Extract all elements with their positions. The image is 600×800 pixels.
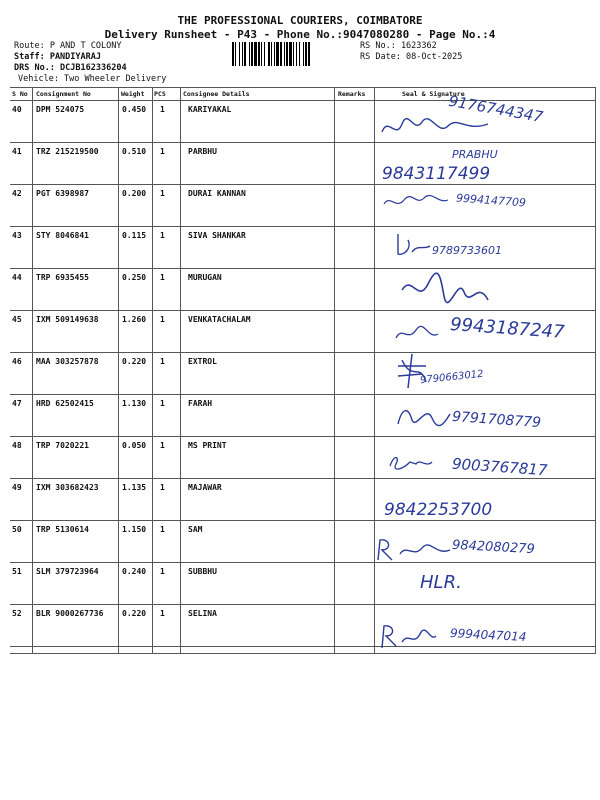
- row-consignee: EXTROL: [188, 357, 217, 366]
- row-consignment: MAA 303257878: [36, 357, 99, 366]
- handwritten-phone-41: 9843117499: [382, 164, 491, 184]
- row-consignment: IXM 509149638: [36, 315, 99, 324]
- signature-scribble-52: [378, 622, 440, 650]
- handwritten-phone-46: 9790663012: [419, 368, 485, 387]
- row-sno: 49: [12, 483, 22, 492]
- row-consignee: MS PRINT: [188, 441, 227, 450]
- row-pcs: 1: [160, 315, 165, 324]
- signature-scribble-40: [378, 112, 498, 142]
- handwritten-phone-50: 9842080279: [451, 537, 536, 558]
- row-divider: [10, 310, 595, 311]
- handwritten-name-41: PRABHU: [452, 148, 498, 161]
- rs-date: RS Date: 08-Oct-2025: [360, 52, 463, 62]
- row-consignment: HRD 62502415: [36, 399, 94, 408]
- row-sno: 52: [12, 609, 22, 618]
- row-divider: [10, 436, 595, 437]
- col-sno: S No: [12, 90, 28, 98]
- row-weight: 1.130: [122, 399, 147, 408]
- signature-scribble-50: [374, 536, 454, 564]
- row-consignment: DPM 524075: [36, 105, 85, 114]
- row-weight: 0.250: [122, 273, 147, 282]
- handwritten-phone-52: 9994047014: [449, 626, 527, 644]
- row-consignment: TRP 7020221: [36, 441, 89, 450]
- row-consignment: IXM 303682423: [36, 483, 99, 492]
- row-pcs: 1: [160, 483, 165, 492]
- row-consignee: SELINA: [188, 609, 217, 618]
- row-weight: 0.450: [122, 105, 147, 114]
- rs-number: RS No.: 1623362: [360, 41, 437, 51]
- col-weight: Weight: [121, 90, 145, 98]
- handwritten-phone-47: 9791708779: [451, 408, 542, 432]
- col-consignee: Consignee Details: [183, 90, 250, 98]
- row-sno: 51: [12, 567, 22, 576]
- row-weight: 1.150: [122, 525, 147, 534]
- row-weight: 0.220: [122, 609, 147, 618]
- row-consignee: FARAH: [188, 399, 213, 408]
- handwritten-phone-40: 9176744347: [447, 91, 545, 127]
- row-consignee: DURAI KANNAN: [188, 189, 246, 198]
- row-weight: 0.115: [122, 231, 147, 240]
- company-title: THE PROFESSIONAL COURIERS, COIMBATORE: [177, 14, 423, 27]
- handwritten-phone-42: 9994147709: [455, 191, 527, 210]
- row-weight: 0.510: [122, 147, 147, 156]
- vehicle-label: Vehicle: Two Wheeler Delivery: [18, 74, 167, 84]
- row-pcs: 1: [160, 105, 165, 114]
- row-divider: [10, 520, 595, 521]
- row-pcs: 1: [160, 147, 165, 156]
- signature-scribble-43: [392, 230, 432, 260]
- row-weight: 1.135: [122, 483, 147, 492]
- runsheet-table: [10, 87, 596, 654]
- row-consignee: SAM: [188, 525, 203, 534]
- signature-scribble-42: [382, 190, 452, 212]
- col-remarks: Remarks: [338, 90, 366, 98]
- row-consignment: BLR 9000267736: [36, 609, 104, 618]
- row-consignee: SUBBHU: [188, 567, 217, 576]
- row-weight: 0.050: [122, 441, 147, 450]
- handwritten-phone-48: 9003767817: [451, 454, 548, 480]
- col-seal: Seal & Signature: [402, 90, 465, 98]
- runsheet-subtitle: Delivery Runsheet - P43 - Phone No.:9047080280 - Page No.:4: [104, 28, 496, 41]
- row-sno: 45: [12, 315, 22, 324]
- row-divider: [10, 352, 595, 353]
- route-label: Route: P AND T COLONY: [14, 41, 122, 51]
- row-pcs: 1: [160, 525, 165, 534]
- row-sno: 47: [12, 399, 22, 408]
- row-weight: 0.240: [122, 567, 147, 576]
- signature-scribble-44: [398, 270, 493, 314]
- row-sno: 40: [12, 105, 22, 114]
- row-divider: [10, 226, 595, 227]
- row-consignee: SIVA SHANKAR: [188, 231, 246, 240]
- row-divider: [10, 184, 595, 185]
- row-sno: 43: [12, 231, 22, 240]
- row-consignment: PGT 6398987: [36, 189, 89, 198]
- handwritten-phone-43: 9789733601: [432, 244, 502, 257]
- signature-scribble-47: [392, 400, 452, 430]
- row-pcs: 1: [160, 399, 165, 408]
- row-sno: 41: [12, 147, 22, 156]
- row-sno: 46: [12, 357, 22, 366]
- row-consignee: VENKATACHALAM: [188, 315, 251, 324]
- row-weight: 1.260: [122, 315, 147, 324]
- row-consignment: TRP 5130614: [36, 525, 89, 534]
- row-divider: [10, 142, 595, 143]
- row-weight: 0.200: [122, 189, 147, 198]
- row-weight: 0.220: [122, 357, 147, 366]
- handwritten-phone-45: 9943187247: [449, 314, 566, 343]
- drs-label: DRS No.: DCJB162336204: [14, 63, 127, 73]
- signature-scribble-46: [392, 352, 432, 392]
- row-divider: [10, 604, 595, 605]
- row-pcs: 1: [160, 189, 165, 198]
- barcode: [232, 42, 356, 66]
- row-consignment: TRP 6935455: [36, 273, 89, 282]
- row-sno: 50: [12, 525, 22, 534]
- row-sno: 42: [12, 189, 22, 198]
- row-divider: [10, 268, 595, 269]
- row-pcs: 1: [160, 273, 165, 282]
- handwritten-phone-49: 9842253700: [384, 500, 493, 520]
- row-pcs: 1: [160, 567, 165, 576]
- row-pcs: 1: [160, 609, 165, 618]
- row-consignment: TRZ 215219500: [36, 147, 99, 156]
- row-consignee: MAJAWAR: [188, 483, 222, 492]
- row-pcs: 1: [160, 231, 165, 240]
- col-pcs: PCS: [154, 90, 166, 98]
- staff-label: Staff: PANDIYARAJ: [14, 52, 101, 62]
- row-consignment: STY 8046841: [36, 231, 89, 240]
- handwritten-text-51: HLR.: [420, 572, 462, 593]
- row-divider: [10, 394, 595, 395]
- row-sno: 48: [12, 441, 22, 450]
- signature-scribble-48: [386, 448, 436, 474]
- row-consignment: SLM 379723964: [36, 567, 99, 576]
- row-divider: [10, 562, 595, 563]
- row-sno: 44: [12, 273, 22, 282]
- signature-scribble-45: [392, 320, 442, 346]
- row-divider: [10, 646, 595, 647]
- row-divider: [10, 478, 595, 479]
- row-consignee: KARIYAKAL: [188, 105, 232, 114]
- row-consignee: MURUGAN: [188, 273, 222, 282]
- col-consignment: Consignment No: [36, 90, 91, 98]
- row-pcs: 1: [160, 441, 165, 450]
- row-pcs: 1: [160, 357, 165, 366]
- row-consignee: PARBHU: [188, 147, 217, 156]
